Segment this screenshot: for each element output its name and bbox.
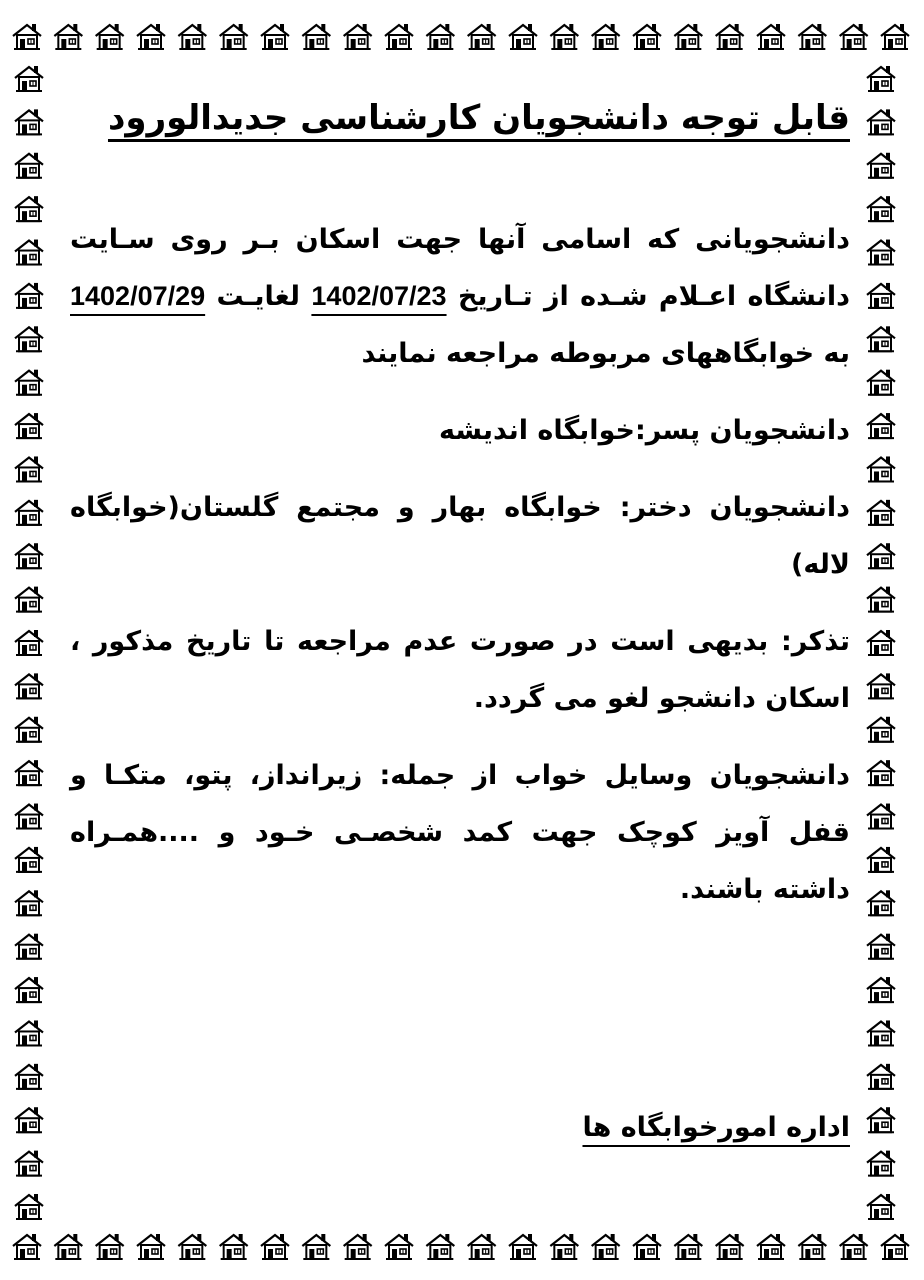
- notice: [70, 95, 851, 1143]
- house-icon: [96, 1234, 124, 1259]
- house-icon: [54, 24, 82, 49]
- house-icon: [867, 109, 895, 134]
- house-icon: [385, 24, 413, 49]
- house-icon: [302, 24, 330, 49]
- house-icon: [592, 24, 620, 49]
- house-icon: [881, 1234, 909, 1259]
- house-icon: [15, 890, 43, 915]
- house-icon: [633, 1234, 661, 1259]
- house-icon: [426, 1234, 454, 1259]
- house-icon: [15, 1151, 43, 1176]
- house-icon: [15, 1020, 43, 1045]
- house-icon: [867, 760, 895, 785]
- house-icon: [15, 804, 43, 829]
- house-icon: [757, 24, 785, 49]
- house-icon: [867, 500, 895, 525]
- house-icon: [716, 24, 744, 49]
- house-icon: [881, 24, 909, 49]
- house-icon: [468, 24, 496, 49]
- house-icon: [426, 24, 454, 49]
- house-icon: [468, 1234, 496, 1259]
- house-icon: [550, 1234, 578, 1259]
- house-icon: [220, 24, 248, 49]
- house-icon: [15, 934, 43, 959]
- house-icon: [15, 283, 43, 308]
- house-icon: [261, 24, 289, 49]
- house-icon: [15, 196, 43, 221]
- house-icon: [261, 1234, 289, 1259]
- house-icon: [302, 1234, 330, 1259]
- house-icon: [15, 587, 43, 612]
- house-icon: [867, 1064, 895, 1089]
- girls-dormitory: دانشجویان دختر: خوابگاه بهار و مجتمع گلستان(خوابگاه لاله): [70, 492, 850, 580]
- date-from: 1402/07/23: [311, 281, 447, 311]
- house-icon: [867, 240, 895, 265]
- house-icon: [137, 24, 165, 49]
- house-icon: [674, 24, 702, 49]
- house-icon: [867, 283, 895, 308]
- house-icon: [798, 1234, 826, 1259]
- house-icon: [867, 630, 895, 655]
- house-icon: [13, 24, 41, 49]
- house-icon: [867, 890, 895, 915]
- house-icon: [867, 1020, 895, 1045]
- house-icon: [867, 804, 895, 829]
- house-icon: [867, 66, 895, 91]
- house-icon: [867, 587, 895, 612]
- house-icon: [15, 760, 43, 785]
- house-icon: [867, 456, 895, 481]
- house-icon: [867, 1107, 895, 1132]
- house-icon: [15, 66, 43, 91]
- house-icon: [867, 847, 895, 872]
- house-icon: [385, 1234, 413, 1259]
- house-icon: [867, 370, 895, 395]
- house-icon: [96, 24, 124, 49]
- house-icon: [867, 153, 895, 178]
- house-icon: [344, 24, 372, 49]
- house-icon: [509, 1234, 537, 1259]
- house-icon: [867, 413, 895, 438]
- house-icon: [15, 1064, 43, 1089]
- house-icon: [15, 153, 43, 178]
- house-icon: [15, 673, 43, 698]
- date-to: 1402/07/29: [70, 281, 206, 311]
- house-icon: [867, 326, 895, 351]
- house-icon: [867, 673, 895, 698]
- house-icon: [15, 413, 43, 438]
- signature: اداره امورخوابگاه ها: [582, 1112, 850, 1143]
- house-icon: [674, 1234, 702, 1259]
- house-icon: [757, 1234, 785, 1259]
- house-icon: [798, 24, 826, 49]
- house-icon: [509, 24, 537, 49]
- house-icon: [840, 24, 868, 49]
- house-icon: [15, 109, 43, 134]
- house-icon: [867, 543, 895, 568]
- boys-dormitory: دانشجویان پسر:خوابگاه اندیشه: [439, 415, 850, 446]
- house-icon: [15, 456, 43, 481]
- house-icon: [716, 1234, 744, 1259]
- house-icon: [15, 500, 43, 525]
- house-icon: [137, 1234, 165, 1259]
- house-icon: [840, 1234, 868, 1259]
- house-icon: [15, 1107, 43, 1132]
- house-icon: [15, 370, 43, 395]
- house-icon: [867, 196, 895, 221]
- house-icon: [867, 977, 895, 1002]
- house-icon: [15, 630, 43, 655]
- house-icon: [15, 326, 43, 351]
- arrival-text-end: به خوابگاههای مربوطه مراجعه نمایند: [361, 338, 850, 369]
- house-icon: [220, 1234, 248, 1259]
- house-icon: [592, 1234, 620, 1259]
- house-icon: [54, 1234, 82, 1259]
- house-icon: [15, 717, 43, 742]
- house-icon: [550, 24, 578, 49]
- house-icon: [867, 1151, 895, 1176]
- house-icon: [15, 977, 43, 1002]
- house-icon: [867, 1194, 895, 1219]
- notice-title: قابل توجه دانشجویان کارشناسی جدیدالورود: [107, 98, 850, 138]
- reminder: تذکر: بدیهی است در صورت عدم مراجعه تا تاریخ مذکور ، اسکان دانشجو لغو می گردد.: [70, 626, 850, 714]
- house-icon: [15, 543, 43, 568]
- house-icon: [867, 934, 895, 959]
- arrival-text-start: دانشجویانی که اسامی آنها جهت اسکان بـر روی سـایت دانشگاه اعـلام شـده از تـاریخ: [70, 224, 851, 312]
- house-icon: [13, 1234, 41, 1259]
- house-icon: [178, 24, 206, 49]
- arrival-text-middle: لغایـت: [205, 281, 312, 312]
- house-icon: [633, 24, 661, 49]
- house-icon: [15, 847, 43, 872]
- house-icon: [867, 717, 895, 742]
- house-icon: [178, 1234, 206, 1259]
- house-icon: [344, 1234, 372, 1259]
- arrival-paragraph: [70, 211, 850, 382]
- items-to-bring: دانشجویان وسایل خواب از جمله: زیرانداز، پتو، متکـا و قفل آویز کوچک جهت کمد شخصـی خـود و ....همـراه داشته باشند.: [70, 760, 850, 905]
- house-icon: [15, 1194, 43, 1219]
- house-icon: [15, 240, 43, 265]
